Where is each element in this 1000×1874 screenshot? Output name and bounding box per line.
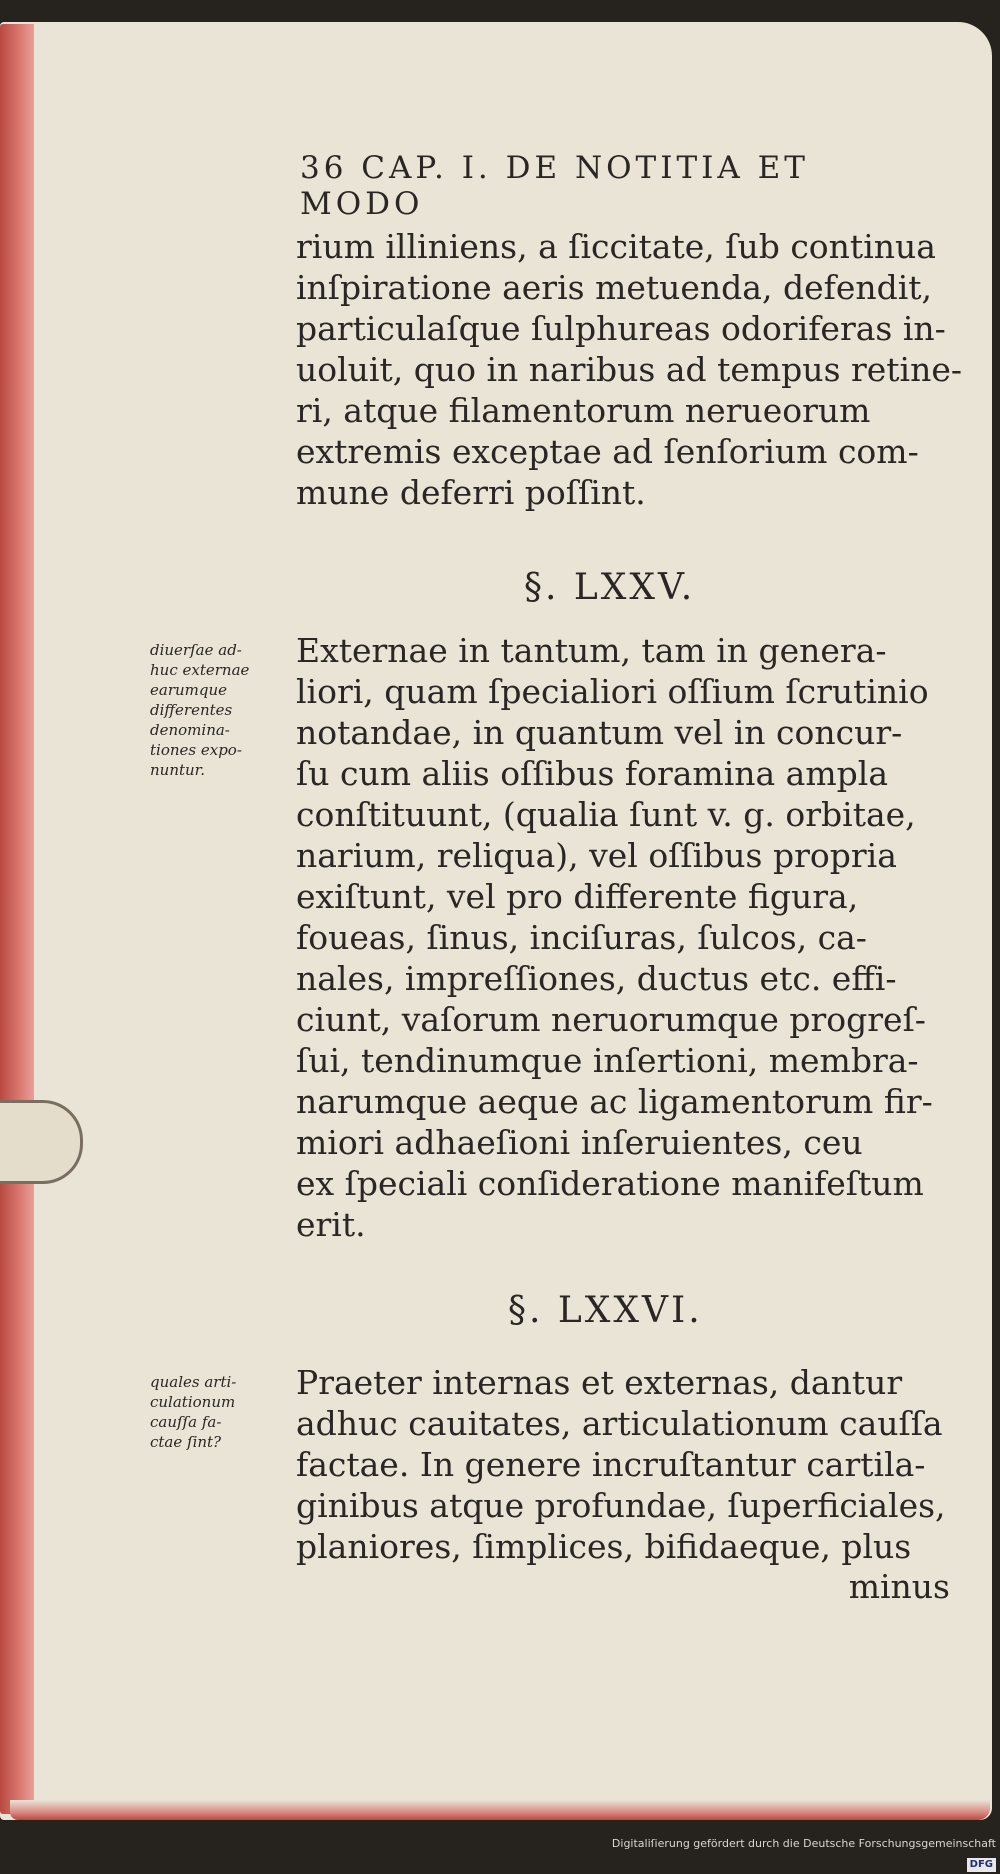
catchword: minus	[848, 1567, 950, 1606]
margin-note-line: quales arti-	[150, 1373, 237, 1391]
margin-note-line: earumque	[150, 681, 228, 699]
text-line: ſu cum aliis oſſibus foramina ampla	[296, 754, 889, 793]
paragraph-2	[296, 630, 956, 1245]
margin-note-line: denomina-	[150, 721, 230, 739]
text-line: Praeter internas et externas, dantur	[296, 1363, 903, 1402]
section-title-lxxvi: §. LXXVI.	[508, 1290, 703, 1331]
text-line: Externae in tantum, tam in genera-	[296, 631, 887, 670]
text-line: factae. In genere incruſtantur cartila-	[296, 1445, 926, 1484]
text-line: ciunt, vaſorum neruorumque progreſ-	[296, 1000, 926, 1039]
margin-note-line: differentes	[150, 701, 233, 719]
running-header: 36 CAP. I. DE NOTITIA ET MODO	[300, 150, 809, 222]
margin-note-line: ctae ſint?	[150, 1433, 222, 1451]
margin-note-line: nuntur.	[150, 761, 205, 779]
text-line: inſpiratione aeris metuenda, defendit,	[296, 268, 933, 307]
text-line: particulaſque ſulphureas odoriferas in-	[296, 309, 946, 348]
text-line: planiores, ſimplices, bifidaeque, plus	[296, 1527, 912, 1566]
dfg-logo: DFG	[967, 1858, 996, 1872]
footer-credit-text: Digitaliſierung gefördert durch die Deutsche Forschungsgemeinschaft	[611, 1837, 996, 1850]
margin-note-line: diuerſae ad-	[150, 641, 242, 659]
text-line: erit.	[296, 1205, 366, 1244]
section-title-lxxv: §. LXXV.	[524, 567, 696, 608]
paragraph-1	[296, 226, 963, 513]
text-line: foueas, ſinus, inciſuras, ſulcos, ca-	[296, 918, 867, 957]
paragraph-3	[296, 1362, 956, 1567]
text-line: uoluit, quo in naribus ad tempus retine-	[296, 350, 963, 389]
text-line: rium illiniens, a ſiccitate, ſub continua	[296, 227, 936, 266]
margin-note-line: culationum	[150, 1393, 236, 1411]
margin-note-line: cauſſa fa-	[150, 1413, 222, 1431]
text-line: adhuc cauitates, articulationum cauſſa	[296, 1404, 943, 1443]
text-line: ri, atque filamentorum nerueorum	[296, 391, 871, 430]
text-line: narium, reliqua), vel oſſibus propria	[296, 836, 897, 875]
text-line: mune deferri poſſint.	[296, 473, 646, 512]
text-line: ginibus atque profundae, ſuperficiales,	[296, 1486, 946, 1525]
margin-note-1	[150, 640, 290, 780]
page-edge	[0, 24, 34, 1814]
bookmark-tab	[0, 1100, 83, 1184]
page-bottom-edge	[10, 1800, 990, 1820]
text-line: ex ſpeciali conſideratione manifeſtum	[296, 1164, 924, 1203]
text-line: miori adhaeſioni inſeruientes, ceu	[296, 1123, 863, 1162]
margin-note-line: huc externae	[150, 661, 250, 679]
text-line: exiſtunt, vel pro differente figura,	[296, 877, 859, 916]
text-line: liori, quam ſpecialiori oſſium ſcrutinio	[296, 672, 929, 711]
margin-note-2	[150, 1372, 290, 1452]
text-line: narumque aeque ac ligamentorum fir-	[296, 1082, 933, 1121]
text-line: ſui, tendinumque inſertioni, membra-	[296, 1041, 919, 1080]
text-line: conſtituunt, (qualia ſunt v. g. orbitae,	[296, 795, 916, 834]
text-line: extremis exceptae ad ſenſorium com-	[296, 432, 919, 471]
text-line: nales, impreſſiones, ductus etc. effi-	[296, 959, 897, 998]
margin-note-line: tiones expo-	[150, 741, 242, 759]
footer-credit	[600, 1834, 996, 1870]
text-line: notandae, in quantum vel in concur-	[296, 713, 903, 752]
